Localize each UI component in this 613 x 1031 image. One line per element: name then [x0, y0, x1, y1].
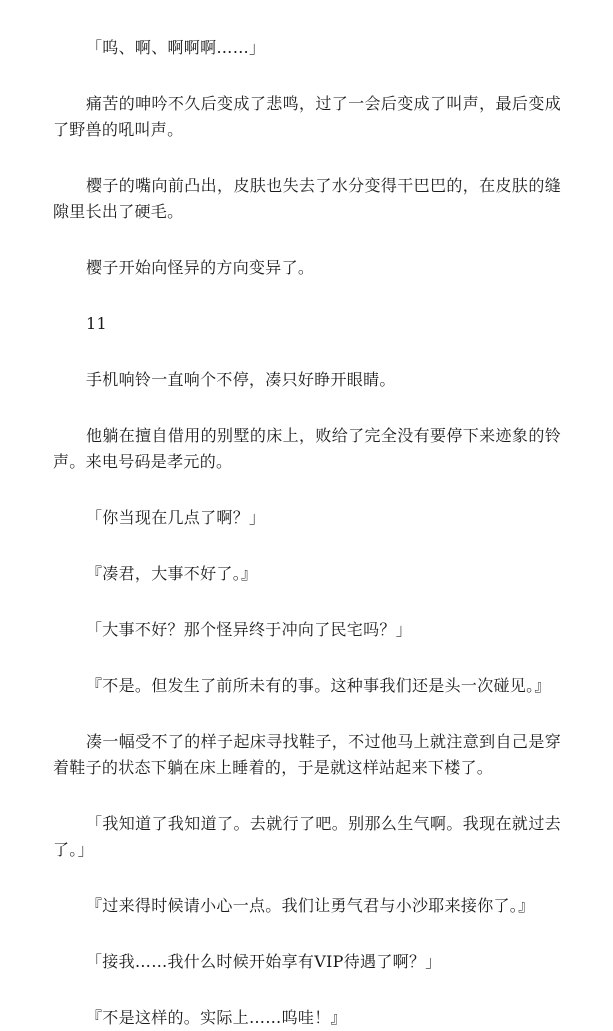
paragraph: 樱子开始向怪异的方向变异了。	[86, 258, 315, 277]
paragraph: 「接我……我什么时候开始享有VIP待遇了啊？」	[86, 952, 442, 971]
paragraph: 樱子的嘴向前凸出，皮肤也失去了水分变得干巴巴的，在皮肤的缝隙里长出了硬毛。	[53, 176, 561, 221]
paragraph: 「你当现在几点了啊？」	[86, 508, 266, 527]
paragraph: 凑一幅受不了的样子起床寻找鞋子，不过他马上就注意到自己是穿着鞋子的状态下躺在床上睡着的，于是就这样站起来下楼了。	[53, 732, 561, 777]
paragraph: 痛苦的呻吟不久后变成了悲鸣，过了一会后变成了叫声，最后变成了野兽的吼叫声。	[53, 94, 561, 139]
paragraph: 「呜、啊、啊啊啊……」	[86, 38, 266, 57]
chapter-number: 11	[86, 314, 107, 333]
paragraph: 「大事不好？那个怪异终于冲向了民宅吗？」	[86, 620, 413, 639]
paragraph: 『不是这样的。实际上……呜哇！』	[86, 1008, 347, 1027]
paragraph: 他躺在擅自借用的别墅的床上，败给了完全没有要停下来迹象的铃声。来电号码是孝元的。	[53, 426, 561, 471]
paragraph: 手机响铃一直响个不停，凑只好睁开眼睛。	[86, 370, 396, 389]
paragraph: 「我知道了我知道了。去就行了吧。别那么生气啊。我现在就过去了。」	[53, 814, 561, 859]
paragraph: 『凑君，大事不好了。』	[86, 564, 258, 583]
paragraph: 『不是。但发生了前所未有的事。这种事我们还是头一次碰见。』	[86, 676, 551, 695]
paragraph: 『过来得时候请小心一点。我们让勇气君与小沙耶来接你了。』	[86, 896, 535, 915]
